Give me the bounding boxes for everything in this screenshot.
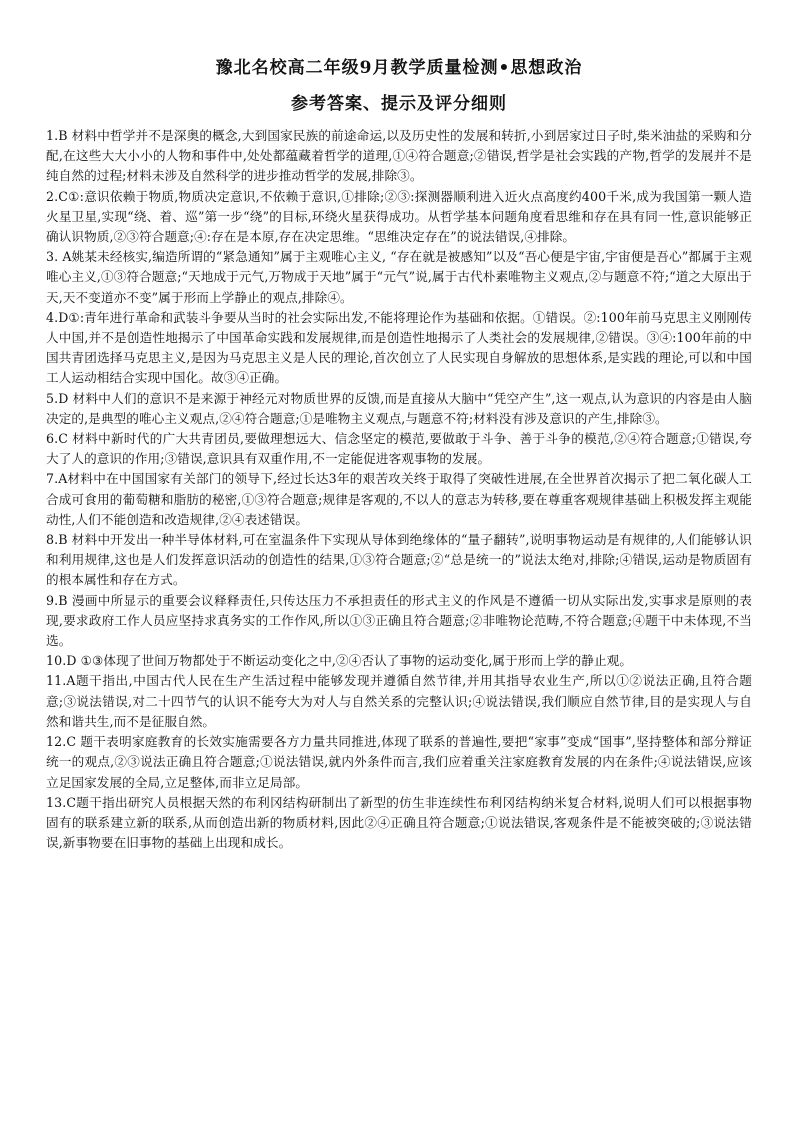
answer-item-13: 13.C题干指出研究人员根据天然的布利冈结构研制出了新型的仿生非连续性布利冈结构纳米复合材料,说明人们可以根据事物固有的联系建立新的联系,从而创造出新的物质材料,因此②④正确且符合题意;①说法错误,客观条件是不能被突破的;③说法错误,新事物要在旧事物的基础上出现和成长。 — [46, 794, 752, 851]
answer-item-1: 1.B 材料中哲学并不是深奥的概念,大到国家民族的前途命运,以及历史性的发展和转折,小到居家过日子时,柴米油盐的采购和分配,在这些大大小小的人物和事件中,处处都蕴藏着哲学的道理,①④符合题意;②错误,哲学是社会实践的产物,哲学的发展并不是纯自然的过程;材料未涉及自然科学的进步推动哲学的发展,排除③。 — [46, 128, 752, 184]
answer-list — [46, 126, 752, 853]
document-subtitle: 参考答案、提示及评分细则 — [291, 94, 507, 114]
answer-item-7: 7.A材料中在中国国家有关部门的领导下,经过长达3年的艰苦攻关终于取得了突破性进展,在全世界首次揭示了把二氧化碳人工合成可食用的葡萄糖和脂肪的秘密,①③符合题意;规律是客观的,不以人的意志为转移,要在尊重客观规律基础上积极发挥主观能动性,人们不能创造和改造规律,②④表述错误。 — [46, 471, 752, 527]
document-title: 豫北名校高二年级9月教学质量检测•思想政治 — [215, 58, 583, 78]
answer-item-12: 12.C 题干表明家庭教育的长效实施需要各方力量共同推进,体现了联系的普遍性,要把“家事”变成“国事”,坚持整体和部分辩证统一的观点,②③说法正确且符合题意;①说法错误,就内外条件而言,我们应着重关注家庭教育发展的内在条件;④说法错误,应该立足国家发展的全局,立足整体,而非立足局部。 — [46, 734, 752, 790]
answer-item-11: 11.A题干指出,中国古代人民在生产生活过程中能够发现并遵循自然节律,并用其指导农业生产,所以①②说法正确,且符合题意;③说法错误,对二十四节气的认识不能夸大为对人与自然关系的完整认识;④说法错误,我们顺应自然节律,目的是实现人与自然和谐共生,而不是征服自然。 — [46, 673, 752, 729]
answer-item-2: 2.C①:意识依赖于物质,物质决定意识,不依赖于意识,①排除;②③:探测器顺利进入近火点高度约400千米,成为我国第一颗人造火星卫星,实现“绕、着、巡”第一步“绕”的目标,环绕火星获得成功。从哲学基本问题角度看思维和存在具有同一性,意识能够正确认识物质,②③符合题意;④:存在是本原,存在决定思维。“思维决定存在”的说法错误,④排除。 — [46, 188, 752, 245]
answer-item-9: 9.B 漫画中所显示的重要会议释释责任,只传达压力不承担责任的形式主义的作风是不遵循一切从实际出发,实事求是原则的表现,要求政府工作人员应坚持求真务实的工作作风,所以①③正确且符合题意;②非唯物论范畴,不符合题意;④题干中未体现,不当选。 — [46, 592, 752, 649]
answer-item-8: 8.B 材料中开发出一种半导体材料,可在室温条件下实现从导体到绝缘体的“量子翻转”,说明事物运动是有规律的,人们能够认识和利用规律,这也是人们发挥意识活动的创造性的结果,①③符合题意;②“总是统一的”说法太绝对,排除;④错误,运动是物质固有的根本属性和存在方式。 — [46, 532, 752, 588]
answer-item-5: 5.D 材料中人们的意识不是来源于神经元对物质世界的反馈,而是直接从大脑中“凭空产生”,这一观点,认为意识的内容是由人脑决定的,是典型的唯心主义观点,②④符合题意;①是唯物主义观点,与题意不符;材料没有涉及意识的产生,排除③。 — [46, 390, 752, 426]
answer-item-4: 4.D①:青年进行革命和武装斗争要从当时的社会实际出发,不能将理论作为基础和依据。①错误。②:100年前马克思主义刚刚传人中国,并不是创造性地揭示了中国革命实践和发展规律,而是创造性地揭示了人类社会的发展规律,②错误。③④:100年前的中国共青团选择马克思主义,是因为马克思主义是人民的理论,首次创立了人民实现自身解放的思想体系,是实践的理论,可以和中国工人运动相结合实现中国化。故③④正确。 — [46, 309, 752, 386]
answer-item-3: 3. A姚某未经核实,编造所谓的“紧急通知”属于主观唯心主义, “存在就是被感知”以及“吾心便是宇宙,宇宙便是吾心”都属于主观唯心主义,①③符合题意;“天地成于元气,万物成于天地”属于“元气”说,属于古代朴素唯物主义观点,②与题意不符;“道之大原出于天,天不变道亦不变”属于形而上学静止的观点,排除④。 — [46, 249, 752, 305]
answer-item-10: 10.D ①③体现了世间万物都处于不断运动变化之中,②④否认了事物的运动变化,属于形而上学的静止观。 — [46, 653, 633, 669]
answer-item-6: 6.C 材料中新时代的广大共青团员,要做理想远大、信念坚定的模范,要做敢于斗争、善于斗争的模范,②④符合题意;①错误,夸大了人的意识的作用;③错误,意识具有双重作用,不一定能促进客观事物的发展。 — [46, 431, 752, 467]
